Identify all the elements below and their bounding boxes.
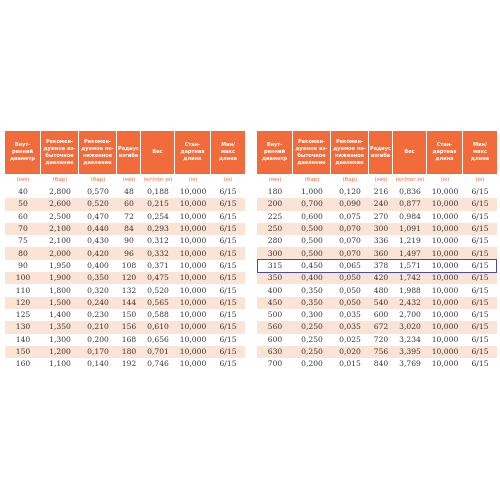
table-cell: 0,015	[331, 358, 369, 370]
table-row	[257, 247, 497, 259]
table-row	[5, 186, 245, 198]
table-cell: 0,035	[331, 321, 369, 333]
unit-cell: (кг/пог.м)	[141, 174, 175, 186]
table-row	[5, 334, 245, 346]
table-cell: 250	[257, 223, 293, 235]
table-header-row	[257, 131, 497, 174]
table-row	[257, 346, 497, 358]
table-cell: 6/15	[211, 272, 245, 284]
spec-table-right	[257, 131, 497, 370]
table-cell: 168	[117, 334, 141, 346]
table-cell: 0,600	[293, 211, 331, 223]
table-cell: 48	[117, 186, 141, 198]
table-cell: 0,250	[293, 334, 331, 346]
table-cell: 540	[369, 297, 393, 309]
table-cell: 192	[117, 358, 141, 370]
table-row	[257, 284, 497, 296]
table-cell: 10,000	[427, 186, 463, 198]
table-cell: 400	[257, 284, 293, 296]
table-cell: 300	[369, 223, 393, 235]
table-cell: 6/15	[211, 334, 245, 346]
table-cell: 180	[257, 186, 293, 198]
table-cell: 10,000	[427, 297, 463, 309]
table-cell: 6/15	[211, 260, 245, 272]
table-cell: 0,470	[79, 211, 117, 223]
table-cell: 130	[5, 321, 41, 333]
table-cell: 0,070	[331, 247, 369, 259]
table-row	[257, 235, 497, 247]
header-weight: Вес	[141, 131, 175, 174]
table-cell: 10,000	[427, 260, 463, 272]
table-cell: 6/15	[463, 211, 497, 223]
table-cell: 0,035	[331, 309, 369, 321]
table-cell: 0,656	[141, 334, 175, 346]
table-cell: 0,700	[293, 198, 331, 210]
table-cell: 0,877	[393, 198, 427, 210]
table-cell: 2,000	[41, 247, 79, 259]
table-cell: 10,000	[175, 284, 211, 296]
table-cell: 1,800	[41, 284, 79, 296]
table-cell: 225	[257, 211, 293, 223]
table-cell: 0,240	[79, 297, 117, 309]
header-bend-radius: Радиус изгиба	[369, 131, 393, 174]
table-cell: 0,570	[79, 186, 117, 198]
table-row	[5, 260, 245, 272]
header-standard-length: Стан- дартная длина	[175, 131, 211, 174]
table-cell: 1,400	[41, 309, 79, 321]
table-cell: 2,100	[41, 235, 79, 247]
table-cell: 10,000	[427, 198, 463, 210]
table-cell: 6/15	[211, 247, 245, 259]
table-cell: 1,219	[393, 235, 427, 247]
header-standard-length: Стан- дартная длина	[427, 131, 463, 174]
table-cell: 6/15	[463, 223, 497, 235]
table-cell: 0,250	[293, 346, 331, 358]
table-cell: 0,565	[141, 297, 175, 309]
table-cell: 6/15	[211, 321, 245, 333]
table-row	[5, 272, 245, 284]
table-cell: 10,000	[175, 198, 211, 210]
table-cell: 0,475	[141, 272, 175, 284]
table-cell: 1,742	[393, 272, 427, 284]
table-row	[257, 198, 497, 210]
unit-cell: (мм)	[117, 174, 141, 186]
table-cell: 6/15	[211, 223, 245, 235]
table-row	[257, 358, 497, 370]
table-cell: 2,100	[41, 223, 79, 235]
table-cell: 6/15	[211, 309, 245, 321]
table-row	[5, 309, 245, 321]
table-cell: 3,020	[393, 321, 427, 333]
table-cell: 6/15	[463, 334, 497, 346]
table-cell: 1,000	[293, 186, 331, 198]
table-cell: 90	[5, 260, 41, 272]
table-cell: 3,234	[393, 334, 427, 346]
table-row	[257, 309, 497, 321]
table-cell: 84	[117, 223, 141, 235]
table-cell: 0,075	[331, 211, 369, 223]
table-row	[5, 235, 245, 247]
unit-cell: (м)	[463, 174, 497, 186]
table-cell: 600	[257, 334, 293, 346]
table-cell: 10,000	[427, 272, 463, 284]
header-min-max-length: Мин/ макс длина	[463, 131, 497, 174]
table-cell: 500	[257, 309, 293, 321]
table-cell: 10,000	[175, 334, 211, 346]
table-cell: 0,050	[331, 284, 369, 296]
table-cell: 0,430	[79, 235, 117, 247]
table-cell: 10,000	[175, 346, 211, 358]
table-cell: 6/15	[211, 235, 245, 247]
table-cell: 672	[369, 321, 393, 333]
table-cell: 6/15	[463, 186, 497, 198]
table-cell: 0,500	[293, 235, 331, 247]
table-cell: 0,210	[79, 321, 117, 333]
table-cell: 1,300	[41, 334, 79, 346]
table-cell: 6/15	[211, 297, 245, 309]
table-cell: 2,700	[393, 309, 427, 321]
table-cell: 2,800	[41, 186, 79, 198]
unit-cell: (м)	[175, 174, 211, 186]
table-row	[5, 321, 245, 333]
table-cell: 6/15	[463, 235, 497, 247]
table-cell: 10,000	[427, 223, 463, 235]
table-cell: 6/15	[463, 309, 497, 321]
unit-cell: (бар)	[331, 174, 369, 186]
table-cell: 10,000	[427, 346, 463, 358]
table-row	[257, 186, 497, 198]
table-cell: 6/15	[211, 346, 245, 358]
table-cell: 0,070	[331, 223, 369, 235]
table-row	[5, 297, 245, 309]
table-cell: 0,300	[293, 309, 331, 321]
table-cell: 0,050	[331, 272, 369, 284]
table-cell: 700	[257, 358, 293, 370]
table-cell: 0,200	[293, 358, 331, 370]
table-cell: 0,588	[141, 309, 175, 321]
table-cell: 6/15	[211, 358, 245, 370]
table-cell: 450	[257, 297, 293, 309]
table-cell: 100	[5, 272, 41, 284]
table-cell: 125	[5, 309, 41, 321]
table-cell: 10,000	[175, 297, 211, 309]
table-cell: 0,984	[393, 211, 427, 223]
table-cell: 6/15	[463, 247, 497, 259]
table-row	[5, 198, 245, 210]
table-cell: 60	[117, 198, 141, 210]
table-cell: 0,320	[79, 284, 117, 296]
table-cell: 0,520	[79, 198, 117, 210]
table-cell: 0,070	[331, 235, 369, 247]
table-cell: 2,500	[41, 211, 79, 223]
table-cell: 10,000	[175, 321, 211, 333]
table-cell: 0,090	[331, 198, 369, 210]
table-row	[5, 211, 245, 223]
header-inner-diameter: Внут- ренний диаметр	[5, 131, 41, 174]
table-cell: 160	[5, 358, 41, 370]
table-cell: 0,230	[79, 309, 117, 321]
table-cell: 280	[257, 235, 293, 247]
table-row	[5, 247, 245, 259]
table-cell: 10,000	[175, 186, 211, 198]
table-cell: 6/15	[463, 260, 497, 272]
table-cell: 0,140	[79, 358, 117, 370]
table-cell: 90	[117, 235, 141, 247]
unit-cell: (мм)	[5, 174, 41, 186]
table-cell: 6/15	[463, 284, 497, 296]
table-cell: 360	[369, 247, 393, 259]
table-cell: 420	[369, 272, 393, 284]
table-cell: 10,000	[427, 211, 463, 223]
table-header-row	[5, 131, 245, 174]
header-recommended-underpressure: Рекомен- дуемое по- ниженное давление	[331, 131, 369, 174]
unit-cell: (бар)	[41, 174, 79, 186]
table-cell: 0,500	[293, 223, 331, 235]
table-cell: 0,188	[141, 186, 175, 198]
table-cell: 0,065	[331, 260, 369, 272]
table-cell: 0,701	[141, 346, 175, 358]
table-cell: 3,769	[393, 358, 427, 370]
table-cell: 6/15	[463, 346, 497, 358]
table-cell: 6/15	[463, 272, 497, 284]
table-cell: 1,900	[41, 272, 79, 284]
table-cell: 0,746	[141, 358, 175, 370]
table-cell: 1,988	[393, 284, 427, 296]
table-row	[5, 358, 245, 370]
table-cell: 0,120	[331, 186, 369, 198]
table-cell: 1,571	[393, 260, 427, 272]
table-cell: 6/15	[211, 284, 245, 296]
table-body-left	[5, 186, 245, 370]
table-cell: 315	[257, 260, 293, 272]
table-cell: 350	[257, 272, 293, 284]
table-cell: 0,440	[79, 223, 117, 235]
table-cell: 1,200	[41, 346, 79, 358]
unit-cell: (мм)	[257, 174, 293, 186]
table-cell: 0,500	[293, 247, 331, 259]
table-cell: 10,000	[427, 247, 463, 259]
table-cell: 0,371	[141, 260, 175, 272]
table-cell: 180	[117, 346, 141, 358]
table-cell: 70	[5, 223, 41, 235]
table-cell: 132	[117, 284, 141, 296]
spec-table-left	[5, 131, 245, 370]
table-body-right	[257, 186, 497, 370]
table-row	[257, 297, 497, 309]
table-cell: 3,395	[393, 346, 427, 358]
table-cell: 336	[369, 235, 393, 247]
table-cell: 1,091	[393, 223, 427, 235]
table-cell: 72	[117, 211, 141, 223]
table-cell: 0,350	[293, 297, 331, 309]
table-cell: 1,950	[41, 260, 79, 272]
table-cell: 200	[257, 198, 293, 210]
unit-cell: (бар)	[293, 174, 331, 186]
table-cell: 96	[117, 247, 141, 259]
table-row	[5, 223, 245, 235]
table-cell: 1,100	[41, 358, 79, 370]
table-cell: 270	[369, 211, 393, 223]
header-bend-radius: Радиус изгиба	[117, 131, 141, 174]
table-cell: 50	[5, 198, 41, 210]
header-recommended-overpressure: Рекомен- дуемое из- быточное давление	[293, 131, 331, 174]
table-cell: 1,500	[41, 297, 79, 309]
table-cell: 10,000	[427, 284, 463, 296]
table-cell: 1,350	[41, 321, 79, 333]
table-cell: 560	[257, 321, 293, 333]
table-cell: 144	[117, 297, 141, 309]
table-cell: 378	[369, 260, 393, 272]
table-cell: 156	[117, 321, 141, 333]
table-cell: 0,050	[331, 297, 369, 309]
table-cell: 0,350	[79, 272, 117, 284]
table-cell: 0,312	[141, 235, 175, 247]
table-row	[257, 223, 497, 235]
table-cell: 6/15	[211, 198, 245, 210]
unit-cell: (мм)	[369, 174, 393, 186]
table-cell: 2,600	[41, 198, 79, 210]
unit-cell: (бар)	[79, 174, 117, 186]
table-cell: 6/15	[211, 186, 245, 198]
table-cell: 300	[257, 247, 293, 259]
table-cell: 0,250	[293, 321, 331, 333]
unit-cell: (кг/пог.м)	[393, 174, 427, 186]
unit-cell: (м)	[211, 174, 245, 186]
table-cell: 80	[5, 247, 41, 259]
table-row	[5, 346, 245, 358]
table-cell: 0,350	[293, 284, 331, 296]
header-recommended-overpressure: Рекомен- дуемое из- быточное давление	[41, 131, 79, 174]
table-row	[257, 260, 497, 272]
table-cell: 10,000	[175, 260, 211, 272]
table-cell: 140	[5, 334, 41, 346]
table-cell: 216	[369, 186, 393, 198]
table-cell: 0,293	[141, 223, 175, 235]
table-cell: 6/15	[463, 297, 497, 309]
table-cell: 0,450	[293, 260, 331, 272]
table-cell: 10,000	[427, 235, 463, 247]
table-cell: 10,000	[427, 309, 463, 321]
header-inner-diameter: Внут- ренний диаметр	[257, 131, 293, 174]
table-cell: 150	[5, 346, 41, 358]
table-cell: 75	[5, 235, 41, 247]
table-cell: 10,000	[427, 334, 463, 346]
table-cell: 10,000	[175, 272, 211, 284]
table-cell: 0,254	[141, 211, 175, 223]
table-cell: 60	[5, 211, 41, 223]
table-cell: 0,520	[141, 284, 175, 296]
table-cell: 150	[117, 309, 141, 321]
table-row	[257, 272, 497, 284]
table-cell: 10,000	[175, 223, 211, 235]
header-recommended-underpressure: Рекомен- дуемое по- ниженное давление	[79, 131, 117, 174]
table-cell: 0,400	[293, 272, 331, 284]
table-cell: 0,170	[79, 346, 117, 358]
table-row	[257, 211, 497, 223]
header-weight: Вес	[393, 131, 427, 174]
table-cell: 480	[369, 284, 393, 296]
table-units-row	[257, 174, 497, 186]
table-cell: 0,420	[79, 247, 117, 259]
table-cell: 756	[369, 346, 393, 358]
table-cell: 6/15	[463, 358, 497, 370]
table-units-row	[5, 174, 245, 186]
table-cell: 120	[5, 297, 41, 309]
table-row	[257, 321, 497, 333]
header-min-max-length: Мин/ макс длина	[211, 131, 245, 174]
unit-cell: (м)	[427, 174, 463, 186]
table-cell: 0,400	[79, 260, 117, 272]
table-cell: 10,000	[175, 235, 211, 247]
table-cell: 10,000	[175, 211, 211, 223]
table-cell: 120	[117, 272, 141, 284]
table-cell: 0,332	[141, 247, 175, 259]
table-cell: 108	[117, 260, 141, 272]
table-cell: 10,000	[427, 358, 463, 370]
table-row	[5, 284, 245, 296]
table-cell: 10,000	[175, 247, 211, 259]
table-cell: 240	[369, 198, 393, 210]
table-row	[257, 334, 497, 346]
table-cell: 840	[369, 358, 393, 370]
table-cell: 0,610	[141, 321, 175, 333]
table-cell: 600	[369, 309, 393, 321]
table-cell: 10,000	[175, 309, 211, 321]
table-cell: 40	[5, 186, 41, 198]
table-cell: 720	[369, 334, 393, 346]
table-cell: 110	[5, 284, 41, 296]
table-cell: 0,025	[331, 334, 369, 346]
table-cell: 630	[257, 346, 293, 358]
table-cell: 0,215	[141, 198, 175, 210]
table-cell: 0,020	[331, 346, 369, 358]
table-cell: 6/15	[463, 321, 497, 333]
table-cell: 10,000	[175, 358, 211, 370]
table-cell: 10,000	[427, 321, 463, 333]
table-cell: 6/15	[211, 211, 245, 223]
table-cell: 2,432	[393, 297, 427, 309]
table-cell: 0,836	[393, 186, 427, 198]
table-cell: 6/15	[463, 198, 497, 210]
table-cell: 0,200	[79, 334, 117, 346]
table-cell: 1,497	[393, 247, 427, 259]
